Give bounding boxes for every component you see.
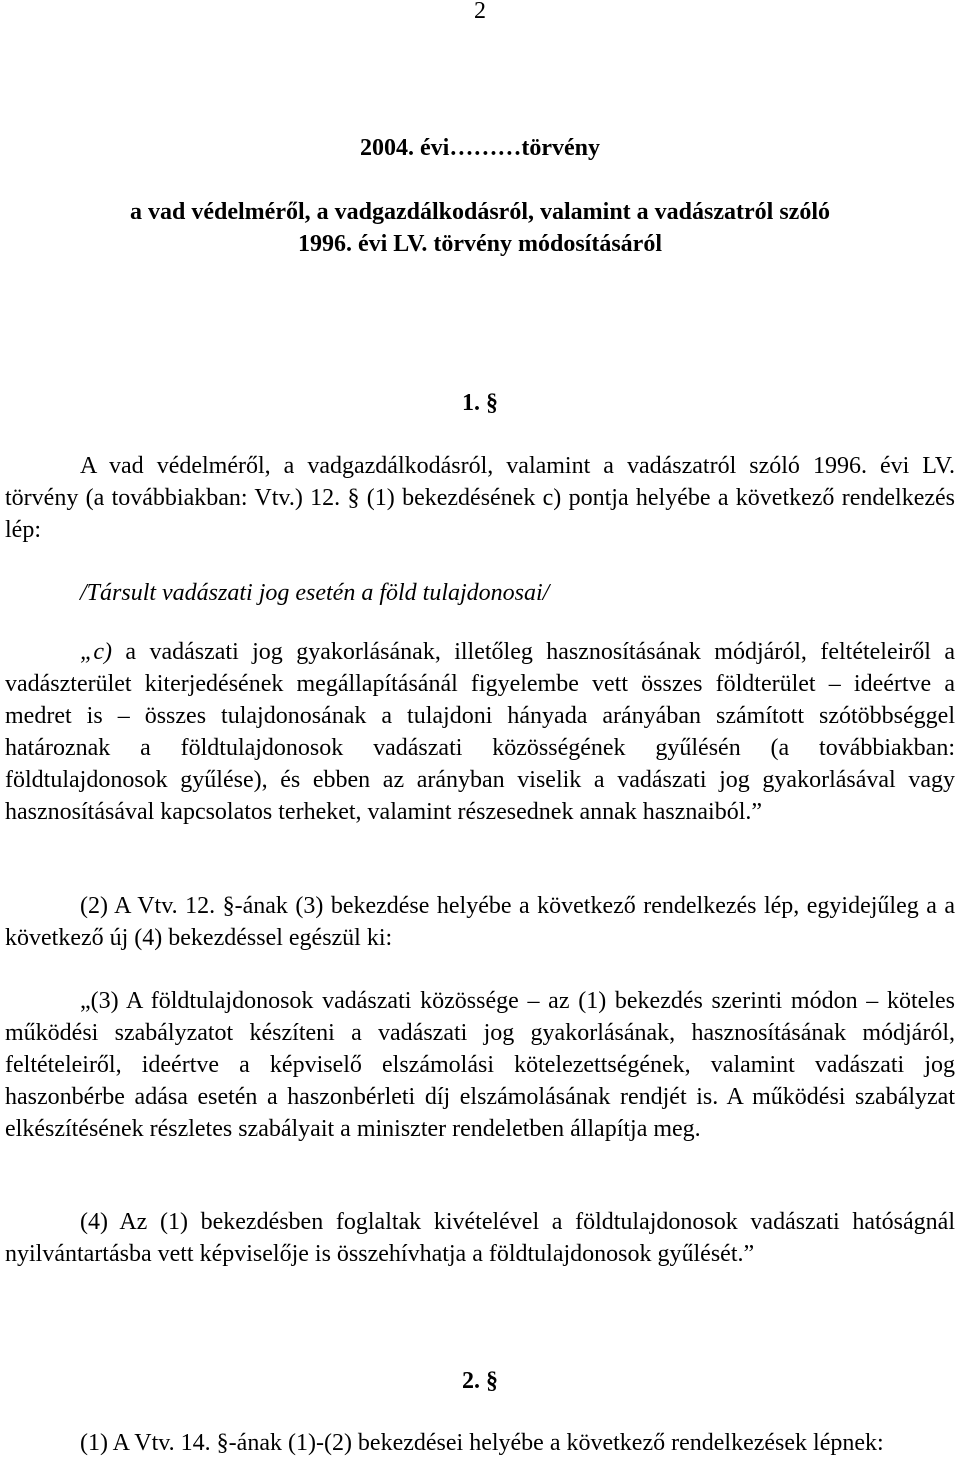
paragraph-4: (4) Az (1) bekezdésben foglaltak kivételével a földtulajdonosok vadászati hatóságnál nyilvántartásba vett képviselője is összehívhatja a földtulajdonosok gyűlését.” <box>5 1209 955 1267</box>
law-subtitle-line1: a vad védelméről, a vadgazdálkodásról, valamint a vadászatról szóló <box>130 199 830 225</box>
paragraph-3: „(3) A földtulajdonosok vadászati közössége – az (1) bekezdés szerinti módon – köteles működési szabályzatot készíteni a vadászati jog gyakorlásának, hasznosításának módjáról, feltételeiről, ideértve a képviselő elszámolási kötelezettségének, valamint vadászati jog haszonbérbe adása esetén a haszonbérleti díj elszámolásának rendjét is. A működési szabályzat elkészítésének részletes szabályait a miniszter rendeletben állapítja meg. <box>5 988 955 1142</box>
point-c-paragraph <box>5 636 955 828</box>
section-2-heading: 2. § <box>462 1368 498 1394</box>
section-2-paragraph-1: (1) A Vtv. 14. §-ának (1)-(2) bekezdései helyébe a következő rendelkezések lépnek: <box>80 1430 884 1456</box>
section-1-heading: 1. § <box>462 390 498 416</box>
paragraph-2: (2) A Vtv. 12. §-ának (3) bekezdése helyébe a következő rendelkezés lép, egyidejűleg a a következő új (4) bekezdéssel egészül ki: <box>5 893 955 951</box>
point-c-label: „c) <box>80 639 112 665</box>
page-number: 2 <box>474 0 486 24</box>
section-1-intro: A vad védelméről, a vadgazdálkodásról, valamint a vadászatról szóló 1996. évi LV. törvény (a továbbiakban: Vtv.) 12. § (1) bekezdésének c) pontja helyébe a következő rendelkezés lép: <box>5 453 955 543</box>
law-title: 2004. évi………törvény <box>360 135 600 161</box>
italic-heading: /Társult vadászati jog esetén a föld tulajdonosai/ <box>80 580 550 606</box>
law-subtitle-line2: 1996. évi LV. törvény módosításáról <box>297 231 662 257</box>
point-c-text: a vadászati jog gyakorlásának, illetőleg hasznosításának módjáról, feltételeiről a vadászterület kiterjedésének megállapításánál figyelembe vett összes földterület – ideértve a medret is – összes tulajdonosának a tulajdoni hányada arányában számított szótöbbséggel határoznak a földtulajdonosok vadászati közösségének gyűlésén (a továbbiakban: földtulajdonosok gyűlése), és ebben az arányban viselik a vadászati jog gyakorlásával vagy hasznosításával kapcsolatos terheket, valamint részesednek annak hasznaiból.” <box>5 639 955 825</box>
